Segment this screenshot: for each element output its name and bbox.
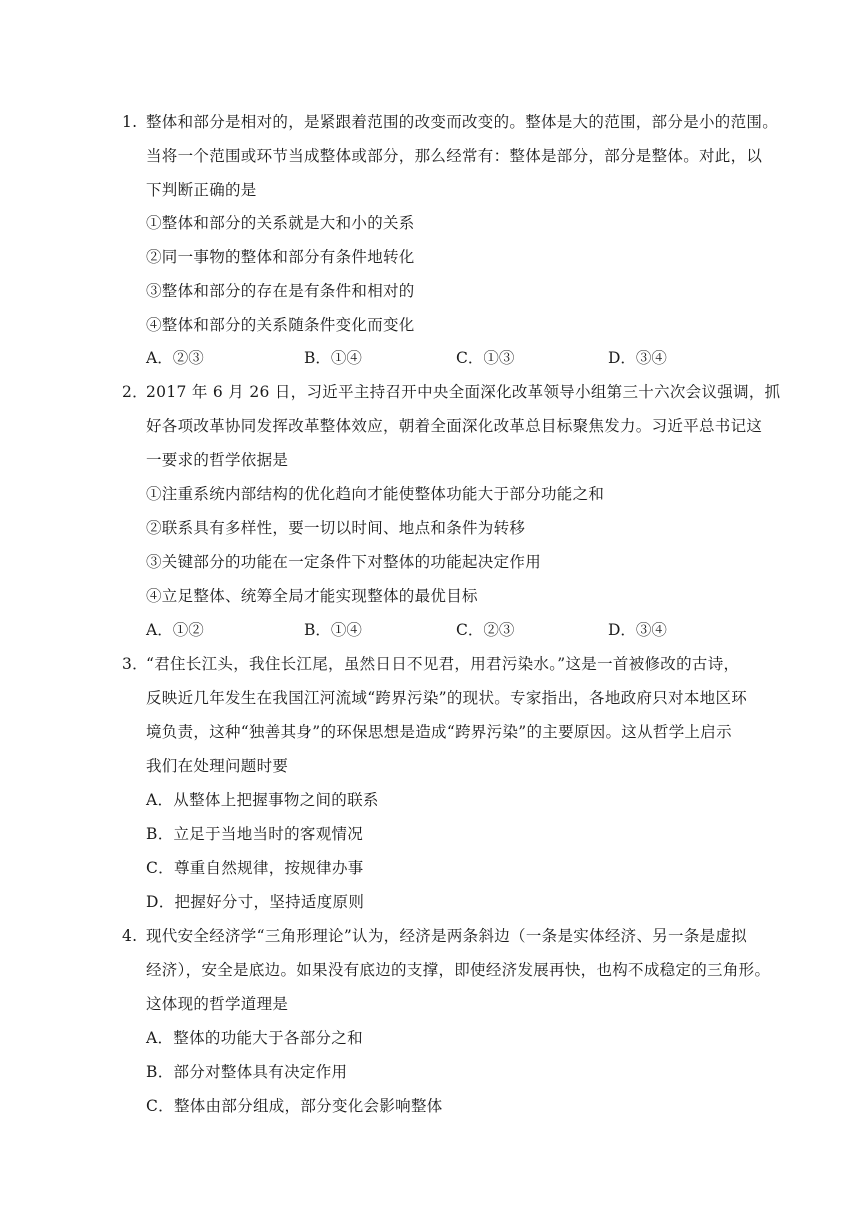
question-number: 4. [122,927,138,945]
question-stem-line: 一要求的哲学依据是 [146,451,289,469]
statement: ②同一事物的整体和部分有条件地转化 [146,248,415,266]
choice-c: C．②③ [456,621,515,639]
question-stem-line: 我们在处理问题时要 [146,757,289,775]
option-a: A．从整体上把握事物之间的联系 [146,791,379,809]
option-d: D．把握好分寸，坚持适度原则 [146,893,365,911]
statement: ④立足整体、统筹全局才能实现整体的最优目标 [146,587,478,605]
option-b: B．立足于当地当时的客观情况 [146,825,364,843]
question-stem-line: 境负责，这种“独善其身”的环保思想是造成“跨界污染”的主要原因。这从哲学上启示 [146,723,732,741]
question-stem-line: 下判断正确的是 [146,181,257,199]
option-c: C．尊重自然规律，按规律办事 [146,859,364,877]
choice-d: D．③④ [608,621,667,639]
question-number: 2． [122,383,148,401]
choice-c: C．①③ [456,349,515,367]
statement: ③关键部分的功能在一定条件下对整体的功能起决定作用 [146,553,542,571]
question-number: 1. [122,113,138,131]
statement: ③整体和部分的存在是有条件和相对的 [146,282,415,300]
choice-a: A．②③ [146,349,204,367]
statement: ①整体和部分的关系就是大和小的关系 [146,214,415,232]
question-stem-line: 这体现的哲学道理是 [146,995,289,1013]
question-stem-line: 好各项改革协同发挥改革整体效应，朝着全面深化改革总目标聚焦发力。习近平总书记这 [146,417,763,435]
option-a: A．整体的功能大于各部分之和 [146,1029,363,1047]
choice-d: D．③④ [608,349,667,367]
question-stem-line: “君住长江头，我住长江尾，虽然日日不见君，用君污染水。”这是一首被修改的古诗， [146,655,740,673]
choice-b: B．①④ [304,349,362,367]
question-stem-line: 2017 年 6 月 26 日，习近平主持召开中央全面深化改革领导小组第三十六次会议强调，抓 [146,383,781,401]
statement: ④整体和部分的关系随条件变化而变化 [146,316,415,334]
statement: ①注重系统内部结构的优化趋向才能使整体功能大于部分功能之和 [146,485,605,503]
question-stem-line: 现代安全经济学“三角形理论”认为，经济是两条斜边（一条是实体经济、另一条是虚拟 [146,927,748,945]
question-stem-line: 反映近几年发生在我国江河流域“跨界污染”的现状。专家指出，各地政府只对本地区环 [146,689,748,707]
question-number: 3． [122,655,148,673]
choice-b: B．①④ [304,621,362,639]
statement: ②联系具有多样性，要一切以时间、地点和条件为转移 [146,519,526,537]
question-stem-line: 经济），安全是底边。如果没有底边的支撑，即使经济发展再快，也构不成稳定的三角形。 [146,961,771,979]
question-stem-line: 整体和部分是相对的，是紧跟着范围的改变而改变的。整体是大的范围，部分是小的范围。 [146,113,779,131]
choice-a: A．①② [146,621,204,639]
option-c: C．整体由部分组成，部分变化会影响整体 [146,1097,443,1115]
option-b: B．部分对整体具有决定作用 [146,1063,348,1081]
question-stem-line: 当将一个范围或环节当成整体或部分，那么经常有：整体是部分，部分是整体。对此，以 [146,147,763,165]
